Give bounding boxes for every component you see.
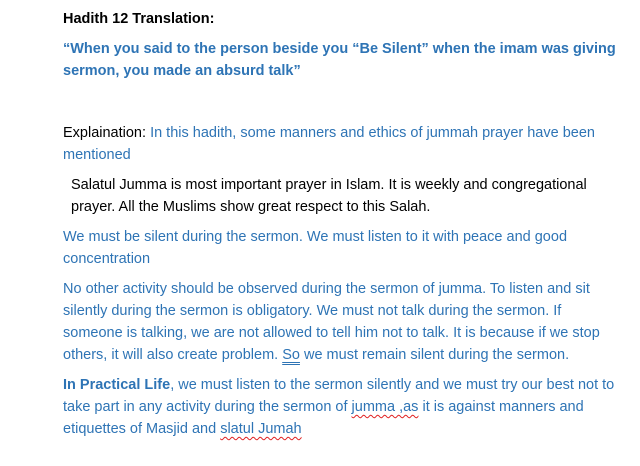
salah-paragraph: Salatul Jumma is most important prayer in Islam. It is weekly and congregational prayer. All the Muslims show great respect to this Salah.: [71, 177, 587, 215]
spelling-flagged-slatul: slatul Jumah: [220, 421, 302, 437]
silence-paragraph: We must be silent during the sermon. We must listen to it with peace and good concentration: [63, 229, 568, 267]
spelling-flagged-jumma: jumma ,as: [351, 399, 419, 415]
practical-text-1: , we must listen to the sermon silently and we must try our best not to take part in any activity during the sermon of: [63, 377, 615, 415]
explanation-paragraph: [63, 122, 623, 166]
activity-text-1: No other activity should be observed during the sermon of jumma. To listen and sit silently during the sermon is obligatory. We must not talk during the sermon. If someone is talking, we are not allowed to tell him not to talk. It is because if we stop others, it will also create problem.: [63, 281, 600, 363]
document-page: [63, 8, 623, 440]
explanation-label: Explaination:: [63, 125, 151, 141]
practical-text-2: it is against manners and etiquettes of Masjid and: [63, 399, 584, 437]
activity-text-2: we must remain silent during the sermon.: [299, 347, 570, 363]
document-heading: Hadith 12 Translation:: [63, 11, 215, 27]
hadith-quote: “When you said to the person beside you “Be Silent” when the imam was giving sermon, you made an absurd talk”: [63, 41, 616, 79]
practical-life-label: In Practical Life: [63, 377, 171, 393]
explanation-text: In this hadith, some manners and ethics of jummah prayer have been mentioned: [63, 125, 595, 163]
grammar-flagged-word: So: [282, 347, 300, 363]
practical-life-paragraph: [63, 374, 623, 440]
activity-paragraph: [63, 278, 623, 366]
